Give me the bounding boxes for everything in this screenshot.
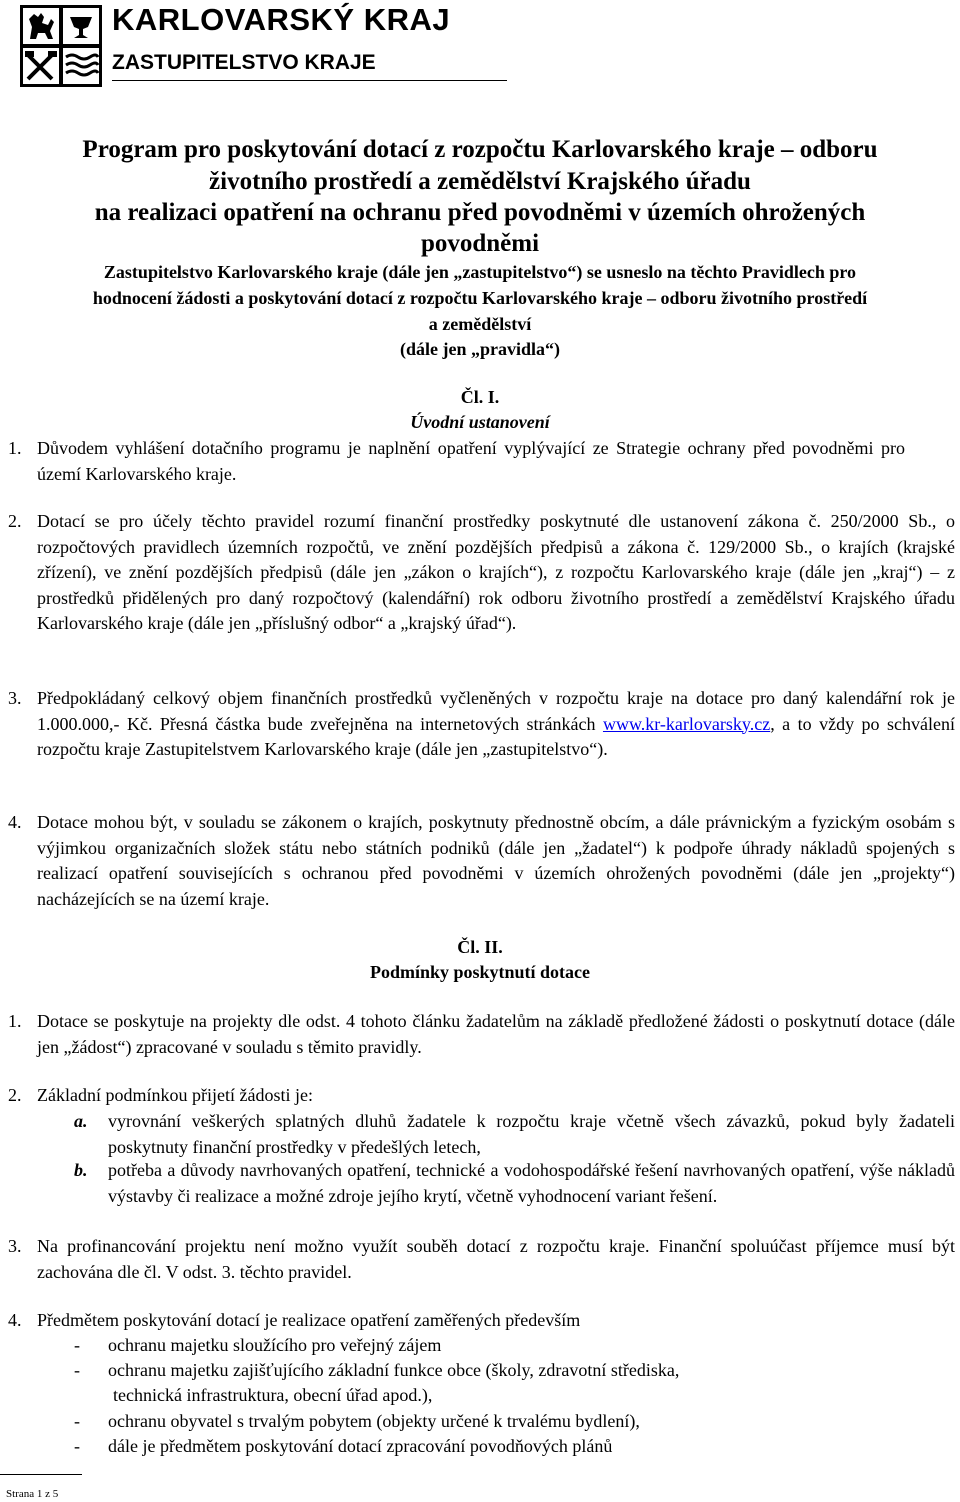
paragraph-number: 3. — [8, 1236, 22, 1256]
bullet-text: ochranu obyvatel s trvalým pobytem (objekty určené k trvalému bydlení), — [108, 1411, 640, 1431]
paragraph-number: 4. — [8, 1310, 22, 1330]
paragraph-number: 2. — [8, 511, 22, 531]
bullet-text: ochranu majetku sloužícího pro veřejný zájem — [108, 1335, 442, 1355]
bullet-dash: - — [74, 1436, 80, 1456]
doc-title-line: Program pro poskytování dotací z rozpočtu Karlovarského kraje – odboru — [82, 136, 878, 163]
article-1-number: Čl. I. — [460, 387, 500, 407]
paragraph-text-part: , a to vždy po schválení rozpočtu kraje Zastupitelstvem Karlovarského kraje (dále jen „zastupitelstvo“). — [37, 713, 955, 759]
paragraph-number: 3. — [8, 688, 22, 708]
institution-name: ZASTUPITELSTVO KRAJE — [112, 51, 376, 74]
bullet-dash: - — [74, 1360, 80, 1380]
article-2-title: Podmínky poskytnutí dotace — [369, 962, 591, 982]
paragraph-number: 1. — [8, 438, 22, 458]
bullet-text: dále je předmětem poskytování dotací zpracování povodňových plánů — [108, 1436, 613, 1456]
intro-line: hodnocení žádosti a poskytování dotací z rozpočtu Karlovarského kraje – odboru životního prostředí — [92, 288, 868, 308]
footer-divider — [0, 1474, 82, 1475]
paragraph-text — [37, 686, 955, 763]
paragraph-number: 1. — [8, 1011, 22, 1031]
item-text: potřeba a důvody navrhovaných opatření, technické a vodohospodářské řešení navrhovaných opatření, výše nákladů výstavby či realizace a možné zdroje jejího krytí, včetně vyhodnocení variant řešení. — [108, 1160, 955, 1206]
doc-title-line: životního prostředí a zemědělství Krajského úřadu — [209, 168, 751, 195]
bullet-dash: - — [74, 1411, 80, 1431]
item-letter: a. — [74, 1111, 88, 1131]
paragraph-text: Důvodem vyhlášení dotačního programu je naplnění opatření vyplývající ze Strategie ochrany před povodněmi pro území Karlovarského kraje. — [37, 438, 905, 484]
coat-of-arms-logo — [20, 5, 102, 87]
intro-line: Zastupitelstvo Karlovarského kraje (dále jen „zastupitelstvo“) se usneslo na těchto Pravidlech pro — [103, 262, 857, 282]
header-divider — [112, 80, 507, 81]
paragraph-text: Předmětem poskytování dotací je realizace opatření zaměřených především — [37, 1310, 581, 1330]
region-name: KARLOVARSKÝ KRAJ — [112, 2, 451, 37]
item-text: vyrovnání veškerých splatných dluhů žadatele k rozpočtu kraje včetně všech závazků, pokud byly žadateli poskytnuty finanční prostředky v předešlých letech, — [108, 1111, 955, 1157]
paragraph-text-part: Předpokládaný celkový objem finančních prostředků vyčleněných v rozpočtu kraje na dotace pro daný kalendářní rok je 1.000.000,- Kč. Přesná částka bude zveřejněna na internetových stránkách — [37, 688, 955, 734]
paragraph-text: Na profinancování projektu není možno využít souběh dotací z rozpočtu kraje. Finanční spoluúčast příjemce musí být zachována dle čl. V odst. 3. těchto pravidel. — [37, 1236, 955, 1282]
doc-title-line: na realizaci opatření na ochranu před povodněmi v územích ohrožených — [94, 199, 866, 226]
paragraph-text: Dotací se pro účely těchto pravidel rozumí finanční prostředky poskytnuté dle ustanovení zákona č. 250/2000 Sb., o rozpočtových pravidlech územních rozpočtů, ve znění pozdějších předpisů a zákona č. 129/2000 Sb., o krajích (krajské zřízení), ve znění pozdějších předpisů (dále jen „zákon o krajích“), z rozpočtu Karlovarského kraje (dále jen „kraj“) – z prostředků přidělených pro daný rozpočtový (kalendářní) rok odboru životního prostředí a zemědělství Krajského úřadu Karlovarského kraje (dále jen „příslušný odbor“ a „krajský úřad“). — [37, 511, 955, 633]
article-2-number: Čl. II. — [457, 937, 503, 957]
article-1-title: Úvodní ustanovení — [410, 412, 550, 432]
paragraph-text: Dotace mohou být, v souladu se zákonem o krajích, poskytnuty přednostně obcím, a dále právnickým a fyzickým osobám s výjimkou organizačních složek státu nebo státních podniků (dále jen „žadatel“) k podpoře úhrady nákladů spojených s realizací opatření souvisejících s ochranou před povodněmi v územích ohrožených povodněmi (dále jen „projekty“) nacházejících se na území kraje. — [37, 812, 955, 909]
paragraph-text: Dotace se poskytuje na projekty dle odst. 4 tohoto článku žadatelům na základě předložené žádosti o poskytnutí dotace (dále jen „žádost“) zpracované v souladu s těmito pravidly. — [37, 1011, 955, 1057]
intro-line: a zemědělství — [428, 314, 532, 334]
website-link[interactable]: www.kr-karlovarsky.cz — [602, 713, 771, 734]
bullet-text: ochranu majetku zajišťujícího základní funkce obce (školy, zdravotní střediska, — [108, 1360, 680, 1380]
doc-title-line: povodněmi — [420, 230, 540, 257]
bullet-dash: - — [74, 1335, 80, 1355]
intro-line: (dále jen „pravidla“) — [400, 339, 560, 359]
paragraph-number: 4. — [8, 812, 22, 832]
item-letter: b. — [74, 1160, 88, 1180]
paragraph-number: 2. — [8, 1085, 22, 1105]
bullet-text-continuation: technická infrastruktura, obecní úřad apod.), — [113, 1385, 433, 1405]
page-number: Strana 1 z 5 — [6, 1488, 59, 1500]
paragraph-text: Základní podmínkou přijetí žádosti je: — [37, 1085, 313, 1105]
